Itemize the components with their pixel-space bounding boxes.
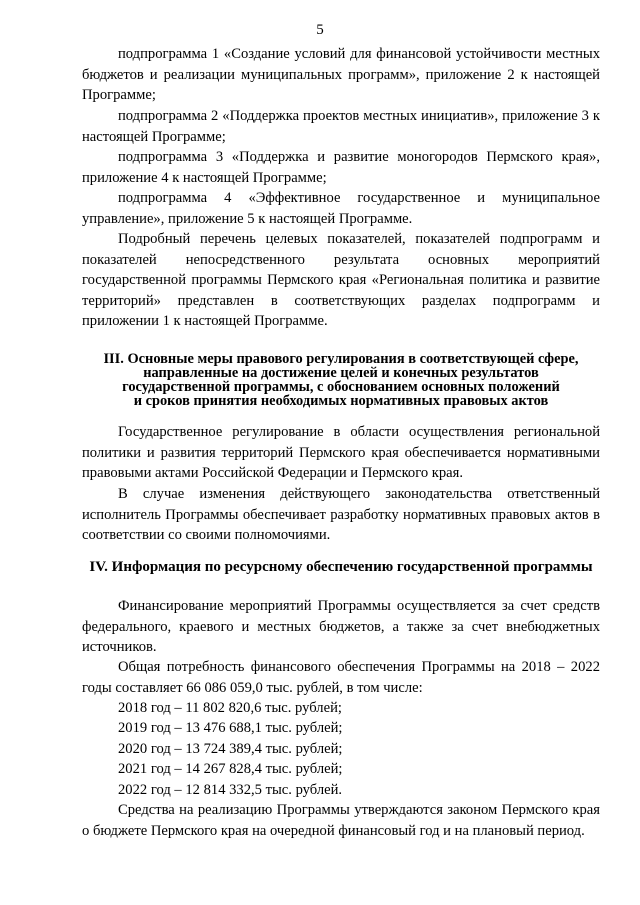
list-item-subprogram-3: подпрограмма 3 «Поддержка и развитие моногородов Пермского края», приложение 4 к настоящей Программе; — [82, 149, 600, 186]
section-4-paragraph-2: Общая потребность финансового обеспечения Программы на 2018 – 2022 годы составляет 66 086 059,0 тыс. рублей, в том числе: — [82, 659, 600, 696]
section-3-paragraph-1: Государственное регулирование в области осуществления региональной политики и развития территорий Пермского края обеспечивается нормативными правовыми актами Российской Федерации и Пермского края. — [82, 424, 600, 481]
section-3-heading-line: государственной программы, с обоснованием основных положений — [122, 379, 560, 395]
section-4-paragraph-1: Финансирование мероприятий Программы осуществляется за счет средств федерального, краевого и местных бюджетов, а также за счет внебюджетных источников. — [82, 598, 600, 655]
list-item-subprogram-2: подпрограмма 2 «Поддержка проектов местных инициатив», приложение 3 к настоящей Программе; — [82, 108, 600, 145]
section-3-paragraph-2: В случае изменения действующего законодательства ответственный исполнитель Программы обеспечивает разработку нормативных правовых актов в соответствии со своими полномочиями. — [82, 486, 600, 543]
paragraph-indicators: Подробный перечень целевых показателей, показателей подпрограмм и показателей непосредственного результата основных мероприятий государственной программы Пермского края «Региональная политика и развитие территорий» представлен в соответствующих разделах подпрограмм и приложении 1 к настоящей Программе. — [82, 231, 600, 329]
list-item-subprogram-4: подпрограмма 4 «Эффективное государственное и муниципальное управление», приложение 5 к настоящей Программе. — [82, 190, 600, 227]
year-amount-item: 2018 год – 11 802 820,6 тыс. рублей; — [118, 700, 342, 716]
section-3-heading-line: и сроков принятия необходимых нормативных правовых актов — [133, 393, 549, 409]
year-amount-item: 2021 год – 14 267 828,4 тыс. рублей; — [118, 761, 343, 777]
section-4-paragraph-3: Средства на реализацию Программы утверждаются законом Пермского края о бюджете Пермского края на очередной финансовый год и на плановый период. — [82, 802, 600, 839]
section-4-heading: IV. Информация по ресурсному обеспечению государственной программы — [89, 559, 593, 575]
page-number: 5 — [316, 22, 324, 38]
year-amount-item: 2019 год – 13 476 688,1 тыс. рублей; — [118, 720, 343, 736]
section-3-heading-line: III. Основные меры правового регулирования в соответствующей сфере, — [103, 351, 579, 367]
section-3-heading-line: направленные на достижение целей и конечных результатов — [143, 365, 539, 381]
year-amount-item: 2022 год – 12 814 332,5 тыс. рублей. — [118, 782, 343, 798]
year-amount-item: 2020 год – 13 724 389,4 тыс. рублей; — [118, 741, 343, 757]
list-item-subprogram-1: подпрограмма 1 «Создание условий для финансовой устойчивости местных бюджетов и реализации муниципальных программ», приложение 2 к настоящей Программе; — [82, 46, 600, 103]
